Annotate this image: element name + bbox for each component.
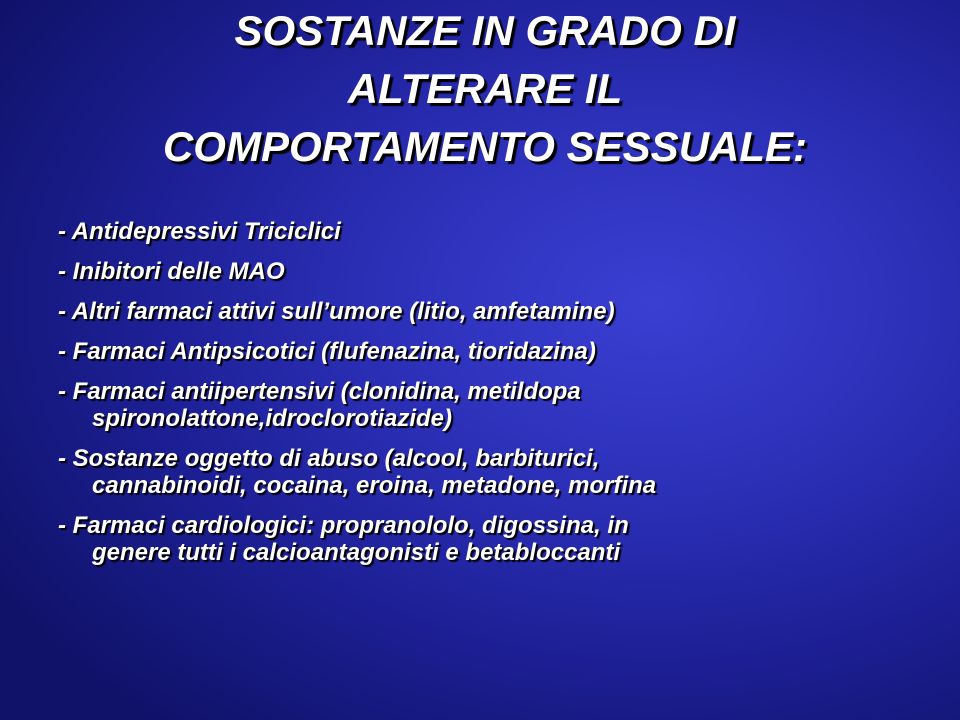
title-line: COMPORTAMENTO SESSUALE: — [162, 123, 808, 170]
list-item-text: - Farmaci antiipertensivi (clonidina, metildopa — [58, 378, 581, 405]
list-item-text: - Antidepressivi Triciclici — [58, 218, 341, 245]
list-item — [58, 218, 938, 245]
list-item — [58, 378, 938, 432]
list-item — [58, 258, 938, 285]
list-item-text: - Altri farmaci attivi sull’umore (litio, amfetamine) — [58, 298, 615, 325]
list-item-text: - Farmaci Antipsicotici (flufenazina, tioridazina) — [58, 338, 596, 365]
slide-title — [40, 2, 930, 176]
list-item — [58, 338, 938, 365]
list-item — [58, 512, 938, 566]
list-item-text: - Sostanze oggetto di abuso (alcool, barbiturici, — [58, 445, 600, 472]
list-item-text: - Inibitori delle MAO — [58, 258, 285, 285]
substance-list — [58, 218, 938, 579]
list-item-continuation: genere tutti i calcioantagonisti e betabloccanti — [92, 539, 621, 566]
title-line: ALTERARE IL — [347, 65, 623, 112]
list-item-continuation: cannabinoidi, cocaina, eroina, metadone, morfina — [92, 472, 657, 499]
list-item-continuation: spironolattone,idroclorotiazide) — [92, 405, 453, 432]
list-item — [58, 445, 938, 499]
title-line: SOSTANZE IN GRADO DI — [234, 7, 736, 54]
list-item-text: - Farmaci cardiologici: propranololo, digossina, in — [58, 512, 629, 539]
list-item — [58, 298, 938, 325]
